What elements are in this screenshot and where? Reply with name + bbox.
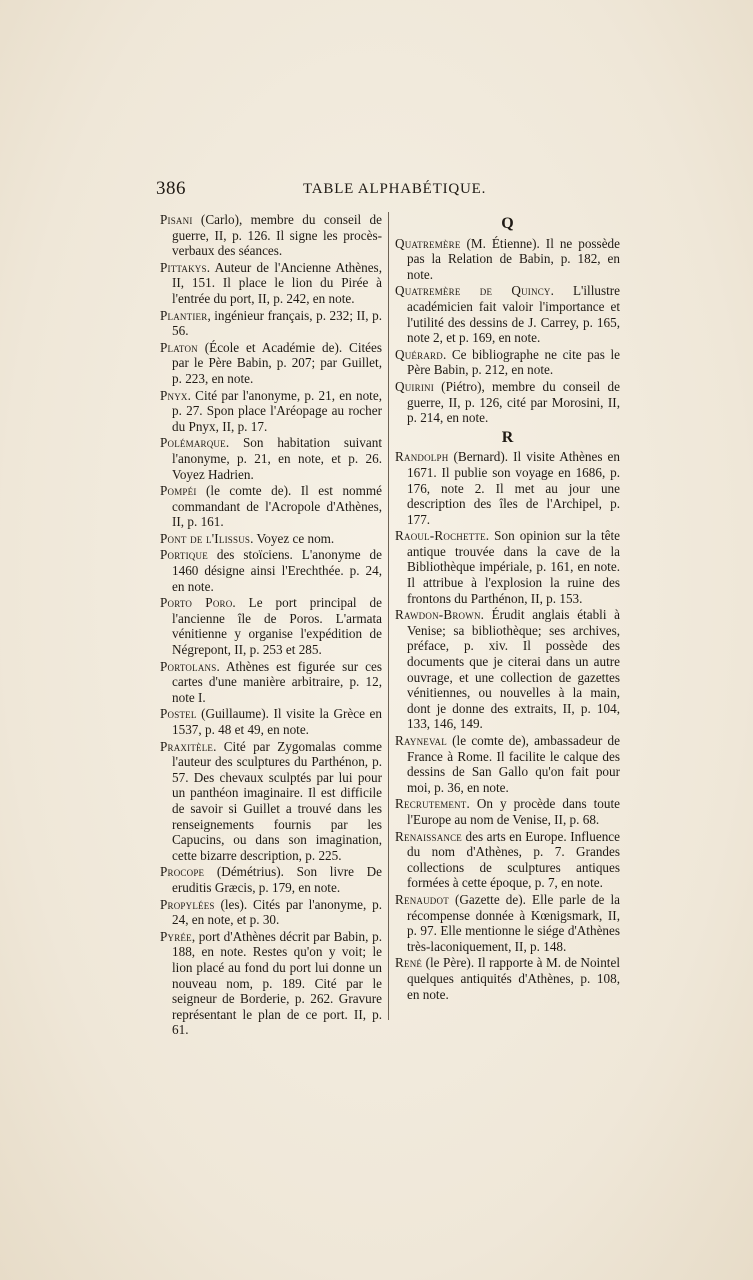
entry-text: (Démétrius). Son livre De eruditis Græcis, p. 179, en note. [172,864,382,895]
entry-headword: Quatremère [395,235,461,251]
entry-headword: Pnyx [160,387,188,403]
entry-headword: Quatremère de Quincy [395,283,551,299]
entry-text: (Carlo), membre du conseil de guerre, II, p. 126. Il signe les procès-verbaux des séances. [172,212,382,259]
entry-headword: Pompéi [160,483,197,499]
entry-text: . Son habitation suivant l'anonyme, p. 21, en note, et p. 26. Voyez Hadrien. [172,435,382,482]
entry-headword: Polémarque [160,435,226,451]
entry-headword: Propylées [160,896,215,912]
entry-headword: Platon [160,339,198,355]
entry-text: (Gazette de). Elle parle de la récompense donnée à Kœnigsmark, II, p. 97. Elle mentionne le siége d'Athènes très-laconiquement, II, p. 148. [407,891,620,954]
entry-headword: René [395,955,423,971]
index-entry [160,483,382,530]
entry-text: . Le port principal de l'ancienne île de Poros. L'armata vénitienne y organise l'expédition de Négrepont, II, p. 253 et 285. [172,595,382,658]
entry-text: . Son opinion sur la tête antique trouvée dans la cave de la Bibliothèque impériale, p. 161, en note. Il attribue à l'explosion la ruine des frontons du Parthénon, II, p. 153. [407,528,620,606]
entry-headword: Praxitèle [160,738,214,754]
entry-headword: Pyrée [160,928,192,944]
entry-text: des stoïciens. L'anonyme de 1460 désigne ainsi l'Erechthée. p. 24, en note. [172,547,382,594]
index-entry [395,283,620,345]
entry-text: . On y procède dans toute l'Europe au nom de Venise, II, p. 68. [407,796,620,827]
entry-text: (École et Académie de). Citées par le Père Babin, p. 207; par Guillet, p. 223, en note. [172,339,382,386]
left-column [160,212,382,1039]
entry-headword: Renaissance [395,828,462,844]
entry-headword: Quirini [395,378,434,394]
entry-headword: Renaudot [395,891,449,907]
entry-text: . Auteur de l'Ancienne Athènes, II, 151. Il place le lion du Pirée à l'entrée du port, II, p. 242, en note. [172,259,382,306]
entry-headword: Pisani [160,212,193,227]
entry-headword: Randolph [395,449,449,465]
page-number: 386 [156,178,186,199]
entry-text: . Cité par l'anonyme, p. 21, en note, p. 27. Spon place l'Aréopage au rocher du Pnyx, II, p. 17. [172,387,382,434]
entry-text: (le Père). Il rapporte à M. de Nointel quelques antiquités d'Athènes, p. 108, en note. [407,955,620,1002]
entry-headword: Rayneval [395,733,447,748]
index-entry [160,739,382,864]
entry-text: (Bernard). Il visite Athènes en 1671. Il publie son voyage en 1686, p. 176, note 2. Il met au jour une description des îles de l'Archipel, p. 177. [407,449,620,527]
entry-headword: Quérard [395,346,443,362]
index-entry [395,892,620,954]
running-head [156,178,636,202]
index-entry [395,796,620,827]
index-entry [395,379,620,426]
index-entry [160,595,382,657]
entry-headword: Portique [160,547,208,563]
entry-text: . L'illustre académicien fait valoir l'importance et l'utilité des dessins de J. Carrey, p. 165, note 2, et p. 169, en note. [407,283,620,346]
entry-text: (M. Étienne). Il ne possède pas la Relation de Babin, p. 182, en note. [407,235,620,282]
entry-text: (les). Cités par l'anonyme, p. 24, en note, et p. 30. [172,896,382,928]
entry-headword: Raoul-Rochette [395,528,486,544]
entry-headword: Plantier [160,307,208,323]
index-entry [395,955,620,1002]
index-entry [160,897,382,928]
entry-headword: Portolans [160,658,217,674]
entry-headword: Rawdon-Brown [395,607,481,623]
index-entry [160,340,382,387]
entry-headword: Recrutement [395,796,467,812]
entry-text: des arts en Europe. Influence du nom d'Athènes, p. 7. Grandes collections de sculptures antiques formées à cette époque, p. 7, en note. [407,828,620,891]
entry-headword: Porto Poro [160,595,233,611]
index-entry [160,659,382,706]
entry-text: (Guillaume). Il visite la Grèce en 1537, p. 48 et 49, en note. [172,706,382,737]
index-entry [395,347,620,378]
page-title: TABLE ALPHABÉTIQUE. [303,181,487,197]
index-entry [160,531,382,547]
entry-text: . Cité par Zygomalas comme l'auteur des sculptures du Parthénon, p. 57. Des chevaux sculptés par lui pour un panthéon imaginaire. Il est difficile de savoir si Guillet a trouvé dans les renseignements fournis par les Capucins, ou dans son imagination, cette bizarre description, p. 225. [172,738,382,863]
entry-text: , ingénieur français, p. 232; II, p. 56. [172,307,382,339]
index-entry [395,733,620,795]
entry-text: . Érudit anglais établi à Venise; sa bibliothèque; ses archives, préface, p. xiv. Il possède des documents que je citerai dans un autre ouvrage, et une collection de gazettes vénitiennes, ou nouvelles à la main, dont je donne des extraits, II, p. 104, 133, 146, 149. [407,607,620,732]
entry-text: . Ce bibliographe ne cite pas le Père Babin, p. 212, en note. [407,346,620,378]
index-entry [160,929,382,1038]
index-entry [160,864,382,895]
index-entry [160,388,382,435]
index-entry [160,212,382,259]
entry-text: . Voyez ce nom. [250,530,335,546]
column-divider [388,212,389,1020]
index-entry [395,528,620,606]
index-entry [160,260,382,307]
index-entry [160,308,382,339]
entry-headword: Pont de l'Ilissus [160,530,251,546]
entry-text: (le comte de), ambassadeur de France à Rome. Il facilite le calque des dessins de San Gallo qu'on fait pour moi, p. 36, en note. [407,733,620,795]
entry-headword: Postel [160,706,197,722]
index-entry [395,449,620,527]
index-entry [160,706,382,737]
entry-text: , port d'Athènes décrit par Babin, p. 188, en note. Restes qu'on y voit; le lion placé au fond du port lui donne un nouveau nom, p. 189. Cité par le seigneur de Borderie, p. 262. Gravure représentant le plan de ce port. II, p. 61. [172,928,382,1038]
entry-headword: Procope [160,864,205,880]
entry-headword: Pittakys [160,259,207,275]
index-entry [395,607,620,732]
entry-text: (le comte de). Il est nommé commandant de l'Acropole d'Athènes, II, p. 161. [172,483,382,530]
index-entry [395,236,620,283]
right-column [395,212,620,1003]
section-letter: R [501,428,514,446]
index-entry [160,435,382,482]
entry-text: . Athènes est figurée sur ces cartes d'une manière arbitraire, p. 12, note I. [172,658,382,705]
index-entry [395,829,620,891]
index-entry [160,547,382,594]
section-letter: Q [501,215,514,232]
entry-text: (Piétro), membre du conseil de guerre, II, p. 126, cité par Morosini, II, p. 214, en note. [407,378,620,426]
